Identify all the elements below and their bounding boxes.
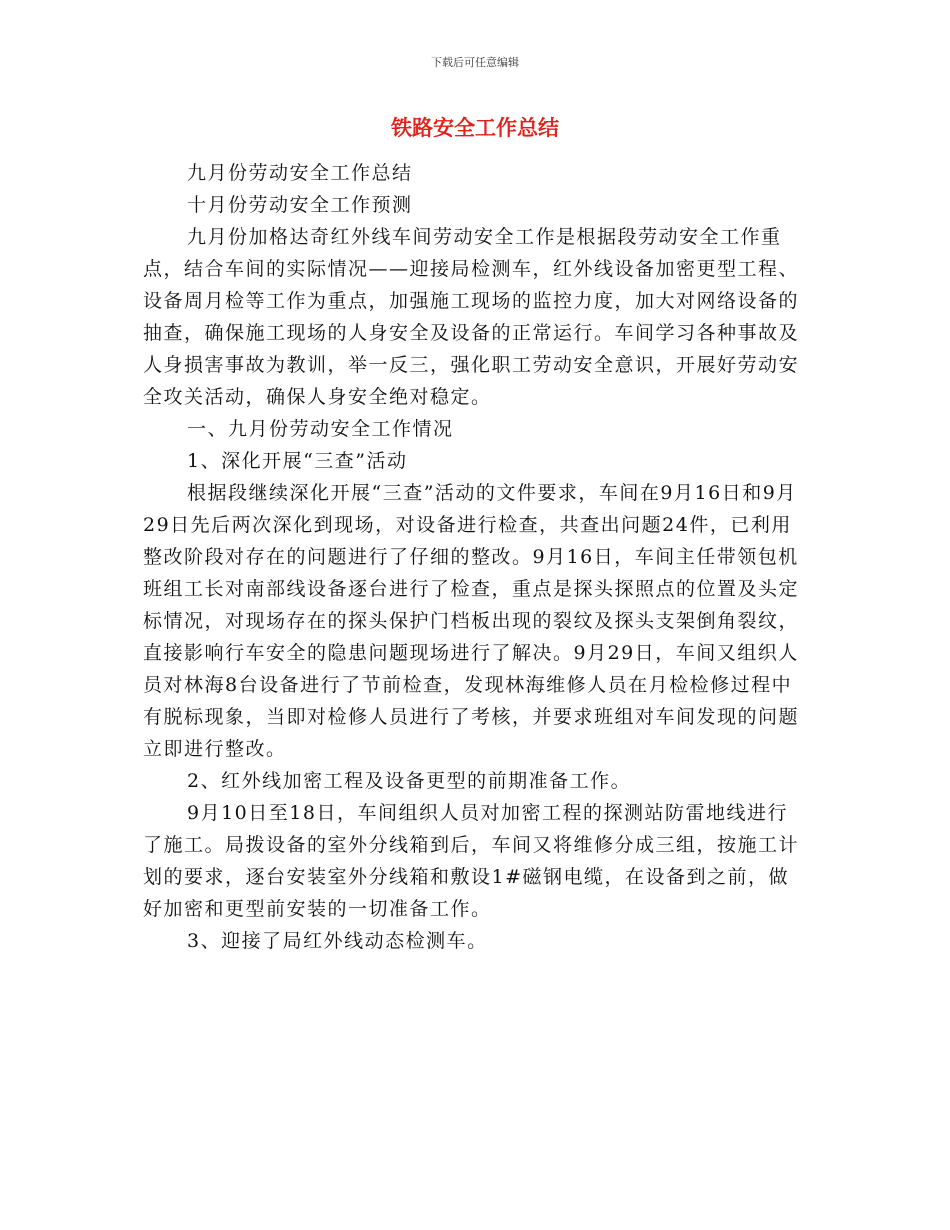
document-title: 铁路安全工作总结 — [391, 116, 559, 140]
paragraph-intro: 九月份加格达奇红外线车间劳动安全工作是根据段劳动安全工作重点，结合车间的实际情况——迎接局检测车，红外线设备加密更型工程、设备周月检等工作为重点，加强施工现场的监控力度，加大对网络设备的抽查，确保施工现场的人身安全及设备的正常运行。车间学习各种事故及人身损害事故为教训，举一反三，强化职工劳动安全意识，开展好劳动安全攻关活动，确保人身安全绝对稳定。 — [143, 226, 800, 408]
document-body — [143, 157, 807, 957]
paragraph-section-heading-september: 九月份劳动安全工作总结 — [187, 162, 413, 184]
paragraph-heading-1: 一、九月份劳动安全工作情况 — [187, 418, 454, 440]
paragraph-section-heading-october: 十月份劳动安全工作预测 — [187, 194, 413, 216]
paragraph-subheading-1: 1、深化开展“三查”活动 — [187, 450, 408, 472]
paragraph-subheading-2: 2、红外线加密工程及设备更型的前期准备工作。 — [187, 770, 632, 792]
paragraph-inspection: 根据段继续深化开展“三查”活动的文件要求，车间在9月16日和9月29日先后两次深化到现场，对设备进行检查，共查出问题24件，已利用整改阶段对存在的问题进行了仔细的整改。9月16日，车间主任带领包机班组工长对南部线设备逐台进行了检查，重点是探头探照点的位置及头定标情况，对现场存在的探头保护门档板出现的裂纹及探头支架倒角裂纹，直接影响行车安全的隐患问题现场进行了解决。9月29日，车间又组织人员对林海8台设备进行了节前检查，发现林海维修人员在月检检修过程中有脱标现象，当即对检修人员进行了考核，并要求班组对车间发现的问题立即进行整改。 — [143, 482, 800, 760]
paragraph-subheading-3: 3、迎接了局红外线动态检测车。 — [187, 930, 488, 952]
paragraph-construction: 9月10日至18日，车间组织人员对加密工程的探测站防雷地线进行了施工。局拨设备的室外分线箱到后，车间又将维修分成三组，按施工计划的要求，逐台安装室外分线箱和敷设1#磁钢电缆，在设备到之前，做好加密和更型前安装的一切准备工作。 — [143, 802, 800, 920]
header-note: 下载后可任意编辑 — [431, 56, 519, 69]
